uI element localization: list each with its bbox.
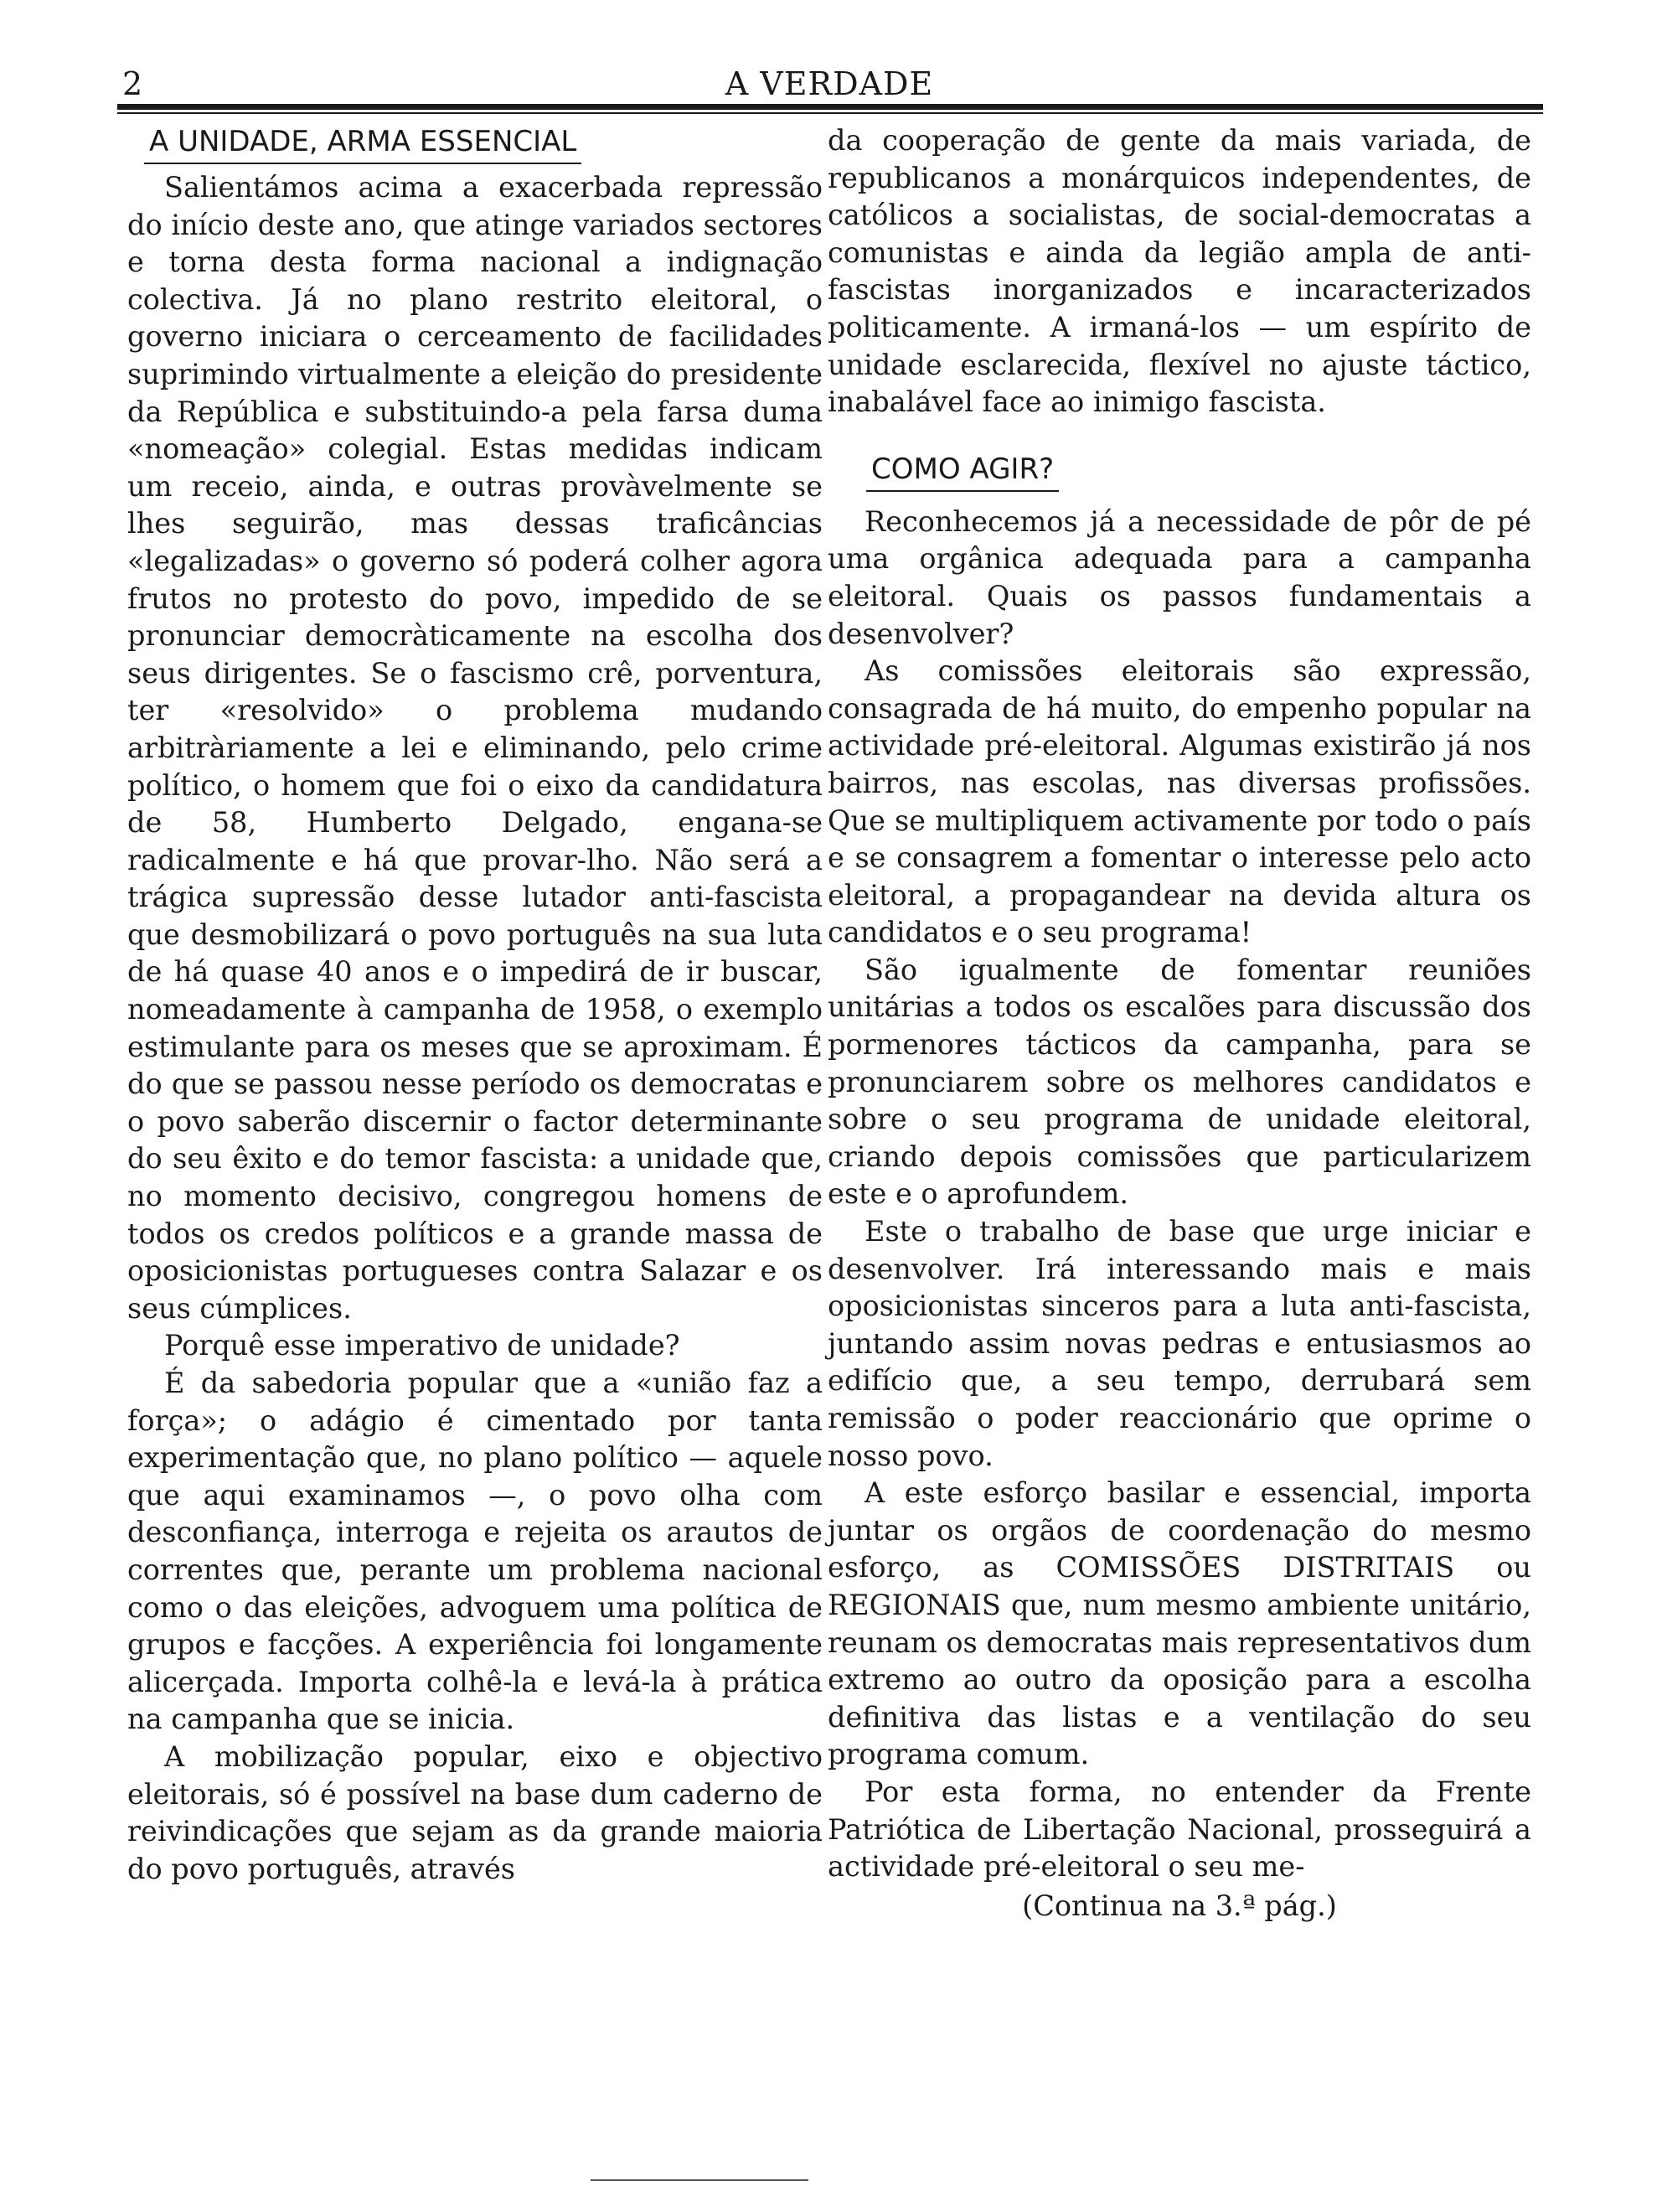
continuation-note: (Continua na 3.ª pág.) <box>1022 1889 1337 1922</box>
paragraph: A mobilização popular, eixo e objectivo eleitorais, só é possível na base dum caderno de reivindicações que sejam as da grande maioria do povo português, através <box>127 1739 823 1885</box>
paragraph: É da sabedoria popular que a «união faz a força»; o adágio é cimentado por tanta experimentação que, no plano político — aquele que aqui examinamos —, o povo olha com desconfiança, interroga e rejeita os arautos de correntes que, perante um problema nacional como o das eleições, advoguem uma política de grupos e facções. A experiência foi longamente alicerçada. Importa colhê-la e levá-la à prática na campanha que se inicia. <box>127 1367 823 1736</box>
header-rule-thick <box>117 104 1543 110</box>
right-column <box>828 122 1531 1925</box>
left-column <box>127 122 823 1888</box>
paragraph: Por esta forma, no entender da Frente Patriótica de Libertação Nacional, prosseguirá a actividade pré-eleitoral o seu me- <box>828 1775 1531 1884</box>
page-number: 2 <box>122 65 143 102</box>
left-section-title-wrap <box>144 122 823 164</box>
paragraph: Reconhecemos já a necessidade de pôr de pé uma orgânica adequada para a campanha eleitoral. Quais os passos fundamentais a desenvolver? <box>828 504 1531 650</box>
section-title-como-agir: COMO AGIR? <box>866 450 1059 492</box>
paragraph: A este esforço basilar e essencial, importa juntar os orgãos de coordenação do mesmo esforço, as COMISSÕES DISTRITAIS ou REGIONAIS que, num mesmo ambiente unitário, reunam os democratas mais representativos dum extremo ao outro da oposição para a escolha definitiva das listas e a ventilação do seu programa comum. <box>828 1476 1531 1771</box>
paragraph: São igualmente de fomentar reuniões unitárias a todos os escalões para discussão dos pormenores tácticos da campanha, para se pronunciarem sobre os melhores candidatos e sobre o seu programa de unidade eleitoral, criando depois comissões que particularizem este e o aprofundem. <box>828 953 1531 1211</box>
paragraph: As comissões eleitorais são expressão, consagrada de há muito, do empenho popular na actividade pré-eleitoral. Algumas existirão já nos bairros, nas escolas, nas diversas profissões. Que se multipliquem activamente por todo o país e se consagrem a fomentar o interesse pelo acto eleitoral, a propagandear na devida altura os candidatos e o seu programa! <box>828 654 1531 949</box>
page-header <box>117 65 1541 102</box>
right-section-title-wrap <box>866 450 1531 492</box>
paragraph: Salientámos acima a exacerbada repressão do início deste ano, que atinge variados sectores e torna desta forma nacional a indignação colectiva. Já no plano restrito eleitoral, o governo iniciara o cerceamento de facilidades suprimindo virtualmente a eleição do presidente da República e substituindo-a pela farsa duma «nomeação» colegial. Estas medidas indicam um receio, ainda, e outras provàvelmente se lhes seguirão, mas dessas traficâncias «legalizadas» o governo só poderá colher agora frutos no protesto do povo, impedido de se pronunciar democràticamente na escolha dos seus dirigentes. Se o fascismo crê, porventura, ter «resolvido» o problema mudando arbitràriamente a lei e eliminando, pelo crime político, o homem que foi o eixo da candidatura de 58, Humberto Delgado, engana-se radicalmente e há que provar-lho. Não será a trágica supressão desse lutador anti-fascista que desmobilizará o povo português na sua luta de há quase 40 anos e o impedirá de ir buscar, nomeadamente à campanha de 1958, o exemplo estimulante para os meses que se aproximam. É do que se passou nesse período os democratas e o povo saberão discernir o factor determinante do seu êxito e do temor fascista: a unidade que, no momento decisivo, congregou homens de todos os credos políticos e a grande massa de oposicionistas portugueses contra Salazar e os seus cúmplices. <box>127 171 823 1325</box>
paragraph: Porquê esse imperativo de unidade? <box>164 1329 680 1362</box>
paragraph: Este o trabalho de base que urge iniciar e desenvolver. Irá interessando mais e mais oposicionistas sinceros para a luta anti-fascista, juntando assim novas pedras e entusiasmos ao edifício que, a seu tempo, derrubará sem remissão o poder reaccionário que oprime o nosso povo. <box>828 1215 1531 1472</box>
continued-paragraph: da cooperação de gente da mais variada, de republicanos a monárquicos independentes, de católicos a socialistas, de social-democratas a comunistas e ainda da legião ampla de anti-fascistas inorganizados e incaracterizados politicamente. A irmaná-los — um espírito de unidade esclarecida, flexível no ajuste táctico, inabalável face ao inimigo fascista. <box>828 124 1531 419</box>
section-title-unidade: A UNIDADE, ARMA ESSENCIAL <box>144 122 581 164</box>
masthead-title: A VERDADE <box>725 65 934 102</box>
bottom-divider <box>591 2179 808 2181</box>
header-rule-thin <box>117 112 1543 114</box>
